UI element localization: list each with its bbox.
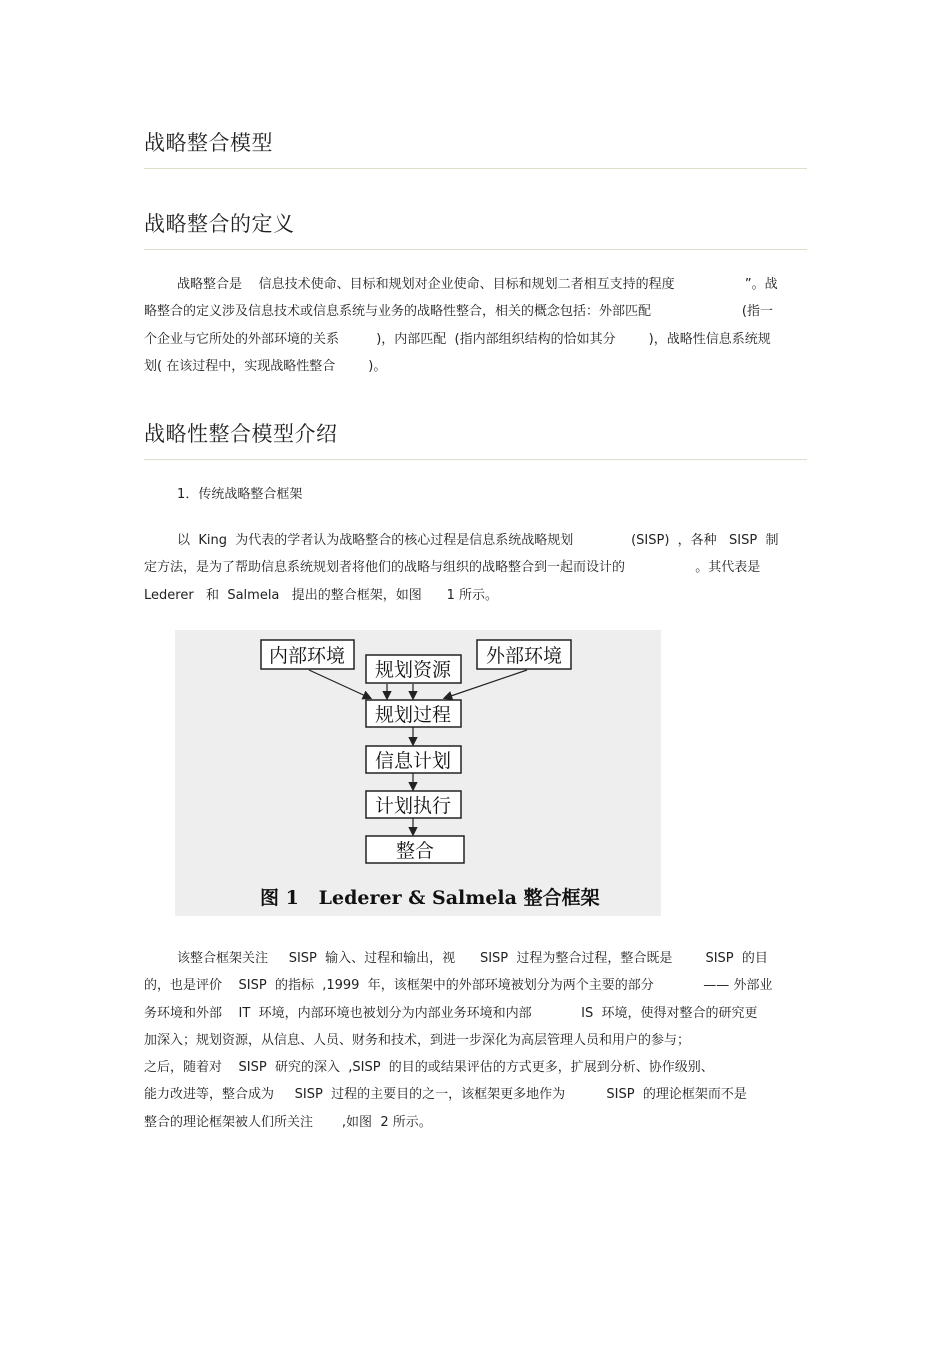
plan-execution-label: 计划执行: [374, 795, 452, 817]
framework-analysis-paragraph: [144, 945, 806, 1136]
planning-resources-label: 规划资源: [374, 659, 452, 681]
text-line: 加深入；规划资源，从信息、人员、财务和技术，到进一步深化为高层管理人员和用户的参与；: [144, 1032, 691, 1048]
text-line: 务环境和外部 IT 环境，内部环境也被划分为内部业务环境和内部 IS 环境，使得对整合的研究更: [144, 1005, 758, 1021]
text-line: 整合的理论框架被人们所关注 ,如图 2 所示。: [144, 1114, 432, 1130]
definition-paragraph: [144, 271, 806, 380]
planning-process-label: 规划过程: [374, 704, 452, 726]
text-line: 定方法，是为了帮助信息系统规划者将他们的战略与组织的战略整合到一起而设计的 。其代表是: [144, 560, 761, 576]
sub-item-heading: [144, 481, 806, 508]
text-line: 该整合框架关注 SISP 输入、过程和输出，视 SISP 过程为整合过程，整合既是 SISP 的目: [144, 951, 768, 966]
text-line: 个企业与它所处的外部环境的关系 )，内部匹配 (指内部组织结构的恰如其分 )，战略性信息系统规: [144, 331, 771, 347]
section-heading-definition: 战略整合的定义: [144, 212, 295, 236]
text-line: 的，也是评价 SISP 的指标 ,1999 年，该框架中的外部环境被划分为两个主要的部分 —— 外部业: [144, 978, 773, 994]
page-title: 战略整合模型: [144, 131, 273, 155]
text-line: 以 King 为代表的学者认为战略整合的核心过程是信息系统战略规划 (SISP) ，各种 SISP 制: [144, 533, 779, 548]
text-line: 划( 在该过程中，实现战略性整合 )。: [144, 358, 387, 374]
integration-label: 整合: [395, 840, 435, 862]
internal-env-label: 内部环境: [268, 645, 346, 667]
framework-figure: [175, 630, 661, 916]
section-heading-model-intro: 战略性整合模型介绍: [144, 422, 338, 446]
text-line: 战略整合是 信息技术使命、目标和规划对企业使命、目标和规划二者相互支持的程度 ”。战: [144, 277, 778, 292]
text-line: 能力改进等，整合成为 SISP 过程的主要目的之一，该框架更多地作为 SISP 的理论框架而不是: [144, 1087, 747, 1103]
section-divider: [144, 459, 807, 460]
text-line: 1．传统战略整合框架: [144, 487, 303, 502]
external-env-label: 外部环境: [485, 645, 563, 667]
figure-caption: 图 1 Lederer & Salmela 整合框架: [260, 887, 600, 909]
text-line: 之后，随着对 SISP 研究的深入 ,SISP 的目的或结果评估的方式更多，扩展到分析、协作级别、: [144, 1060, 714, 1076]
framework-paragraph: [144, 527, 806, 609]
info-plan-label: 信息计划: [374, 750, 452, 772]
section-divider: [144, 249, 807, 250]
text-line: 略整合的定义涉及信息技术或信息系统与业务的战略性整合，相关的概念包括：外部匹配 (指一: [144, 304, 773, 320]
arrow-internal-to-process: [309, 670, 370, 698]
title-divider: [144, 168, 807, 169]
text-line: Lederer 和 Salmela 提出的整合框架，如图 1 所示。: [144, 587, 498, 603]
